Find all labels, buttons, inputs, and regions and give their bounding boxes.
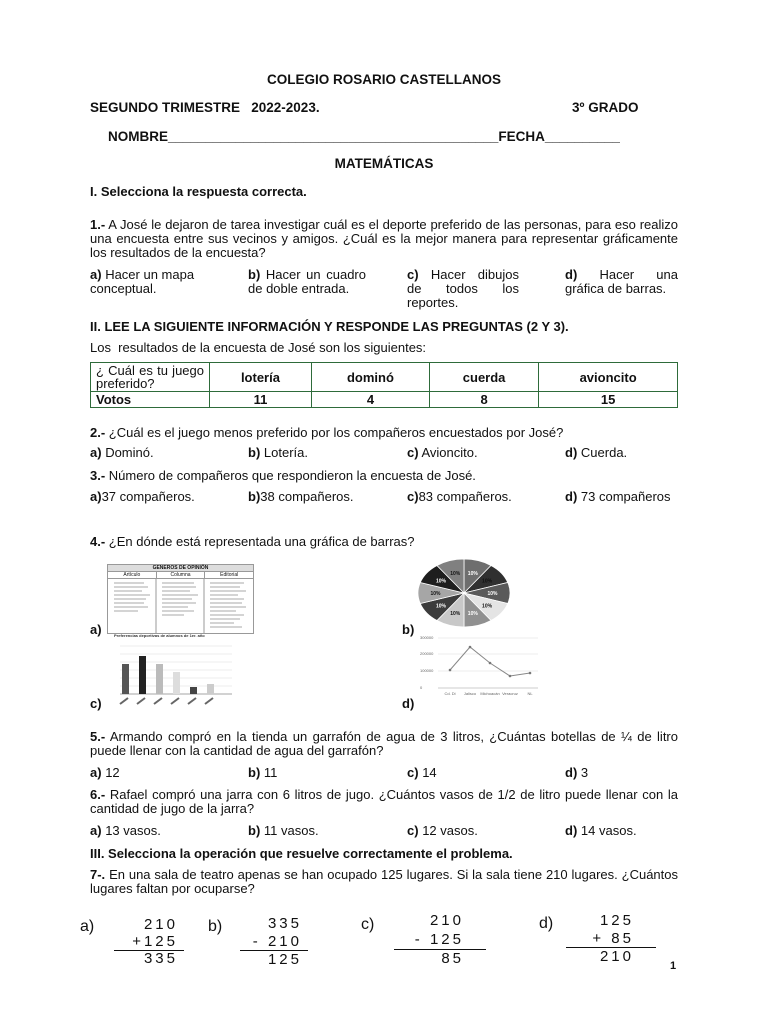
q7-option-b-top: 335 [267, 915, 302, 932]
question-5 [90, 730, 678, 758]
subject-title: MATEMÁTICAS [334, 156, 434, 171]
pie-image-slice-label: 10% [435, 603, 446, 610]
q4-option-b-pie-image[interactable] [416, 556, 516, 630]
col-avioncito: avioncito [539, 363, 678, 392]
section-2-intro: Los resultados de la encuesta de José son los siguientes: [90, 340, 427, 355]
q5-option-b[interactable]: b) 11 [248, 765, 278, 780]
q2-option-c[interactable]: c) Avioncito. [407, 445, 478, 460]
q7-option-d-operand: + 85 [592, 930, 634, 947]
page-number: 1 [670, 960, 677, 972]
q7-option-c-result: 85 [441, 950, 464, 967]
question-2 [90, 425, 563, 440]
bar-image-bar-1 [122, 664, 129, 694]
question-7-number: 7-. [90, 867, 106, 882]
q3-option-b[interactable]: b)38 compañeros. [248, 489, 354, 504]
table-image-title: GENEROS DE OPINIÓN [108, 565, 253, 572]
q7-option-d-top: 125 [599, 912, 634, 929]
bar-image-plot [114, 638, 254, 710]
pie-image-slice-label: 10% [435, 578, 446, 585]
bar-image-title: Preferencias deportivas de alumnos de 1er. año [114, 633, 205, 638]
bar-image-bar-3 [156, 664, 163, 694]
q5-option-a[interactable]: a) 12 [90, 765, 120, 780]
q4-option-c-bar-image[interactable] [114, 633, 254, 711]
table-image-col-1: Artículo [123, 572, 141, 578]
line-image-series [450, 647, 530, 676]
question-6-text: Rafael compró una jarra con 6 litros de jugo. ¿Cuántos vasos de 1/2 de litro puede llenar con la cantidad de jugo de la jarra? [90, 787, 678, 816]
q7-option-a-operand: +125 [132, 933, 178, 950]
question-6 [90, 788, 678, 816]
school-name: COLEGIO ROSARIO CASTELLANOS [266, 72, 501, 87]
col-domino: dominó [311, 363, 429, 392]
q3-option-d[interactable]: d) 73 compañeros [565, 489, 671, 504]
col-loteria: lotería [210, 363, 312, 392]
q7-option-a-top: 210 [143, 916, 178, 933]
table-image-header [108, 572, 253, 579]
q2-option-a[interactable]: a) Dominó. [90, 445, 154, 460]
q1-option-a[interactable]: a) Hacer un mapa conceptual. [90, 267, 195, 296]
bar-image-bar-5 [190, 687, 197, 694]
question-2-text: ¿Cuál es el juego menos preferido por los compañeros encuestados por José? [108, 425, 564, 440]
q1-option-b[interactable]: b) Hacer un cuadro de doble entrada. [248, 267, 366, 296]
q4-option-b-label[interactable]: b) [402, 622, 415, 637]
pie-image-slice-label: 10% [430, 591, 441, 597]
q7-option-c-operand: - 125 [414, 931, 464, 948]
q5-option-d[interactable]: d) 3 [565, 765, 589, 780]
q7-option-d-label: d) [539, 915, 554, 932]
q4-option-a-label[interactable]: a) [90, 622, 102, 637]
votes-cuerda: 8 [429, 392, 538, 408]
section-1-title: I. Selecciona la respuesta correcta. [90, 184, 307, 199]
bar-image-bar-4 [173, 672, 180, 694]
pie-image-slice-label: 10% [450, 570, 461, 577]
votes-row-label: Votos [91, 392, 210, 408]
pie-image-slice-label: 10% [467, 611, 478, 618]
question-7 [90, 868, 678, 896]
pie-image-slice-label: 10% [450, 611, 461, 618]
votes-table-question: ¿ Cuál es tu juego preferido? [91, 363, 210, 392]
question-5-text: Armando compró en la tienda un garrafón de agua de 3 litros, ¿Cuántas botellas de ¼ de litro puede llenar con la cantidad de agua del garrafón? [90, 729, 678, 758]
question-5-number: 5.- [90, 729, 106, 744]
q2-option-b[interactable]: b) Lotería. [248, 445, 308, 460]
q7-option-b-result: 125 [267, 951, 302, 968]
question-1 [90, 218, 678, 260]
line-image-cat-1: Cd. Di [444, 691, 456, 696]
votes-table [90, 362, 678, 408]
q5-option-c[interactable]: c) 14 [407, 765, 437, 780]
section-2-title: II. LEE LA SIGUIENTE INFORMACIÓN Y RESPONDE LAS PREGUNTAS (2 Y 3). [90, 319, 569, 334]
q1-option-d[interactable]: d) Hacer una gráfica de barras. [565, 267, 678, 296]
pie-image-slice-label: 10% [482, 603, 493, 610]
q6-option-a[interactable]: a) 13 vasos. [90, 823, 161, 838]
table-image-col-2: Columna [156, 572, 205, 578]
q4-option-a-table-image[interactable] [107, 564, 254, 634]
line-image-cat-3: Michoacán [480, 691, 500, 696]
pie-image-slice-label: 10% [467, 570, 478, 577]
bar-image-bar-6 [207, 684, 214, 694]
line-image-tick-3: 100000 [420, 668, 434, 673]
q4-option-d-line-image[interactable] [420, 634, 540, 700]
table-image-col-3: Editorial [204, 572, 253, 578]
q7-option-b-operand: - 210 [252, 933, 302, 950]
q7-option-a-result: 335 [143, 950, 178, 967]
line-image-tick-1: 300000 [420, 635, 434, 640]
question-4 [90, 534, 415, 549]
bar-image-bar-2 [139, 656, 146, 694]
q7-option-b-label: b) [208, 918, 223, 935]
votes-loteria: 11 [210, 392, 312, 408]
section-3-title: III. Selecciona la operación que resuelve correctamente el problema. [90, 846, 513, 861]
table-image-body [108, 579, 253, 633]
q4-option-d-label[interactable]: d) [402, 696, 415, 711]
votes-table-row [91, 392, 678, 408]
q3-option-a[interactable]: a)37 compañeros. [90, 489, 195, 504]
q7-option-d-result: 210 [599, 948, 634, 965]
question-4-number: 4.- [90, 534, 106, 549]
question-3-text: Número de compañeros que respondieron la encuesta de José. [108, 468, 476, 483]
q6-option-c[interactable]: c) 12 vasos. [407, 823, 478, 838]
q1-option-c[interactable]: c) Hacer dibujos de todos los reportes. [407, 267, 519, 310]
line-image-tick-4: 0 [420, 685, 423, 690]
q7-option-c-label: c) [361, 916, 375, 933]
q3-option-c[interactable]: c)83 compañeros. [407, 489, 512, 504]
q4-option-c-label[interactable]: c) [90, 696, 102, 711]
q6-option-b[interactable]: b) 11 vasos. [248, 823, 319, 838]
votes-domino: 4 [311, 392, 429, 408]
term-label: SEGUNDO TRIMESTRE 2022-2023. [90, 100, 320, 115]
question-7-text: En una sala de teatro apenas se han ocupado 125 lugares. Si la sala tiene 210 lugares. ¿Cuántos lugares faltan por ocuparse? [90, 867, 678, 896]
question-3-number: 3.- [90, 468, 106, 483]
line-image-tick-2: 200000 [420, 651, 434, 656]
question-4-text: ¿En dónde está representada una gráfica de barras? [108, 534, 415, 549]
q6-option-d[interactable]: d) 14 vasos. [565, 823, 637, 838]
votes-avioncito: 15 [539, 392, 678, 408]
question-6-number: 6.- [90, 787, 106, 802]
votes-table-header [91, 363, 678, 392]
pie-image-slice-label: 10% [487, 591, 498, 597]
question-3 [90, 468, 476, 483]
line-image-cat-4: Veracruz [502, 691, 518, 696]
pie-image-slice-label: 10% [482, 578, 493, 585]
question-1-text: A José le dejaron de tarea investigar cuál es el deporte preferido de las personas, para eso realizo una encuesta entre sus vecinos y amigos. ¿Cuál es la mejor manera para representar gráficamente los resultados de la encuesta? [90, 217, 678, 260]
q7-option-c-top: 210 [429, 912, 464, 929]
question-2-number: 2.- [90, 425, 106, 440]
name-date-line: NOMBRE____________________________________________FECHA__________ [108, 129, 620, 144]
line-image-cat-2: Jalisco [463, 691, 477, 696]
col-cuerda: cuerda [429, 363, 538, 392]
grade-label: 3º GRADO [572, 100, 639, 115]
line-image-cat-5: NL [527, 691, 533, 696]
q7-option-a-label: a) [80, 918, 95, 935]
question-1-number: 1.- [90, 217, 106, 232]
q2-option-d[interactable]: d) Cuerda. [565, 445, 628, 460]
